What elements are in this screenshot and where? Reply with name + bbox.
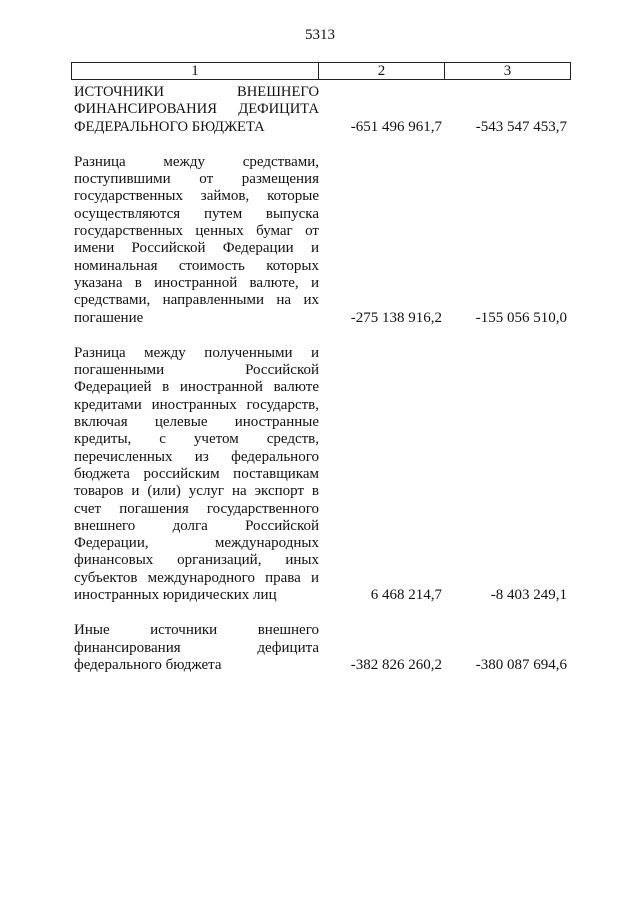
table-body xyxy=(74,84,574,692)
page-number: 5313 xyxy=(305,27,335,43)
column-header-2: 2 xyxy=(318,63,444,80)
row-value-col3: -155 056 510,0 xyxy=(475,309,567,326)
row-value-col2: 6 468 214,7 xyxy=(370,587,442,604)
column-header-table xyxy=(71,62,571,80)
table-row xyxy=(74,84,574,136)
table-row xyxy=(74,622,574,674)
row-description: Иные источники внешнего финансирования дефицита федерального бюджета xyxy=(74,622,319,673)
row-value-col2: -275 138 916,2 xyxy=(350,309,442,326)
column-header-row xyxy=(72,63,571,80)
column-header-3: 3 xyxy=(444,63,570,80)
row-description: Разница между полученными и погашенными Российской Федерацией в иностранной валюте кредитами иностранных государств, включая целевые иностранные кредиты, с учетом средств, перечисленных из федерального бюджета российским поставщикам товаров и (или) услуг на экспорт в счет погашения государственного внешнего долга Российской Федерации, международных финансовых организаций, иных субъектов международного права и иностранных юридических лиц xyxy=(74,344,319,604)
row-description: ИСТОЧНИКИ ВНЕШНЕГО ФИНАНСИРОВАНИЯ ДЕФИЦИТА ФЕДЕРАЛЬНОГО БЮДЖЕТА xyxy=(74,84,319,135)
row-value-col2: -382 826 260,2 xyxy=(350,656,442,673)
row-value-col3: -8 403 249,1 xyxy=(490,587,567,604)
row-value-col2: -651 496 961,7 xyxy=(350,118,442,135)
row-description: Разница между средствами, поступившими от размещения государственных займов, которые осуществляются путем выпуска государственных ценных бумаг от имени Российской Федерации и номинальная стоимость которых указана в иностранной валюте, и средствами, направленными на их погашение xyxy=(74,153,319,326)
table-row xyxy=(74,345,574,604)
table-row xyxy=(74,154,574,327)
row-value-col3: -543 547 453,7 xyxy=(475,118,567,135)
row-value-col3: -380 087 694,6 xyxy=(475,656,567,673)
column-header-1: 1 xyxy=(72,63,319,80)
